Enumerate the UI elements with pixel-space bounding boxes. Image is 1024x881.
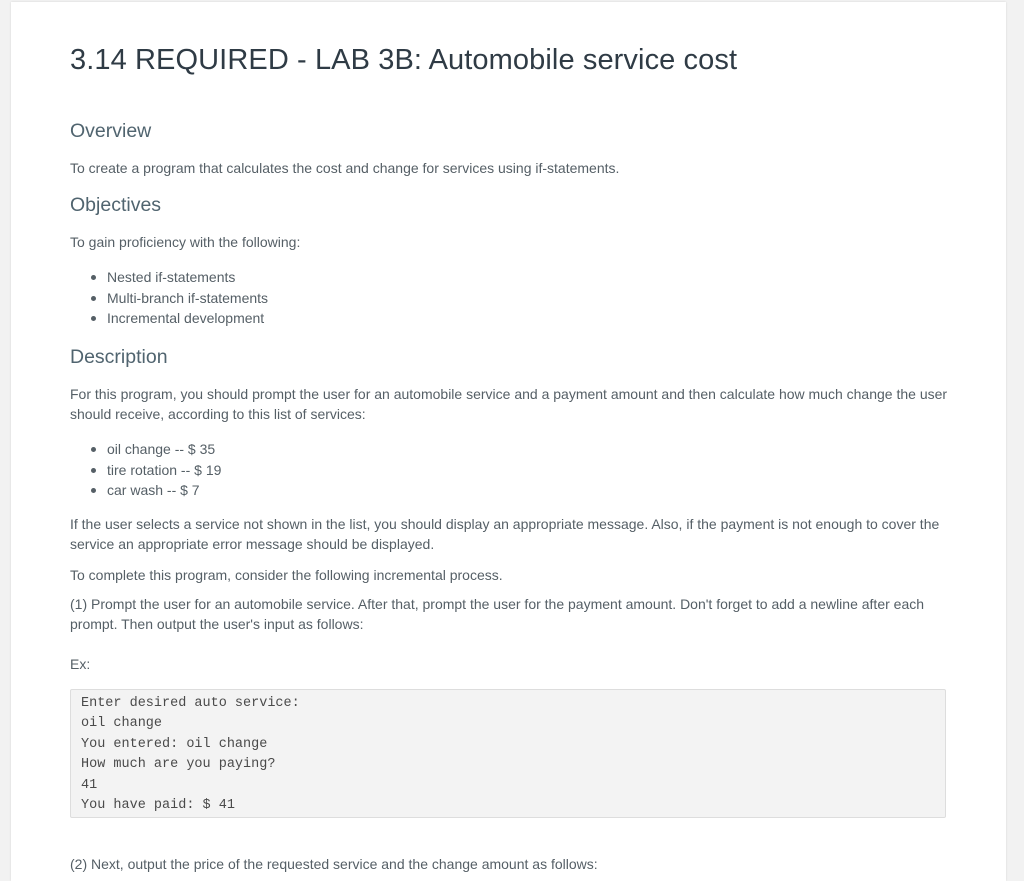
list-item: car wash -- $ 7 bbox=[70, 480, 221, 501]
description-paragraph-1: For this program, you should prompt the user for an automobile service and a payment amount and then calculate how much change the user should receive, according to this list of services: bbox=[70, 386, 948, 422]
services-list bbox=[70, 439, 221, 501]
list-item: Multi-branch if-statements bbox=[70, 288, 268, 309]
code-line: You have paid: $ 41 bbox=[81, 798, 235, 814]
example-label: Ex: bbox=[70, 656, 91, 672]
code-line: oil change bbox=[81, 716, 163, 732]
description-paragraph-3: To complete this program, consider the following incremental process. bbox=[70, 567, 503, 583]
objectives-list bbox=[70, 267, 268, 329]
code-line: Enter desired auto service: bbox=[81, 696, 300, 711]
list-item: Nested if-statements bbox=[70, 267, 268, 288]
overview-text: To create a program that calculates the cost and change for services using if-statements. bbox=[70, 160, 620, 176]
page-title: 3.14 REQUIRED - LAB 3B: Automobile service cost bbox=[70, 44, 738, 76]
example-code-block bbox=[70, 689, 946, 818]
lab-page bbox=[11, 2, 1006, 881]
list-item: Incremental development bbox=[70, 308, 268, 329]
code-line: You entered: oil change bbox=[81, 736, 268, 752]
objectives-intro: To gain proficiency with the following: bbox=[70, 234, 301, 250]
step-2-text: (2) Next, output the price of the requested service and the change amount as follows: bbox=[70, 856, 598, 872]
step-1-text: (1) Prompt the user for an automobile service. After that, prompt the user for the payment amount. Don't forget to add a newline after each prompt. Then output the user's input as follows: bbox=[70, 596, 925, 632]
description-heading: Description bbox=[70, 346, 168, 368]
code-line: 41 bbox=[81, 777, 98, 793]
code-line: How much are you paying? bbox=[81, 757, 276, 773]
description-paragraph-2: If the user selects a service not shown in the list, you should display an appropriate message. Also, if the payment is not enough to cover the service an appropriate error message should be displayed. bbox=[70, 516, 940, 552]
overview-heading: Overview bbox=[70, 120, 152, 142]
list-item: oil change -- $ 35 bbox=[70, 439, 221, 460]
objectives-heading: Objectives bbox=[70, 194, 162, 216]
list-item: tire rotation -- $ 19 bbox=[70, 460, 221, 481]
